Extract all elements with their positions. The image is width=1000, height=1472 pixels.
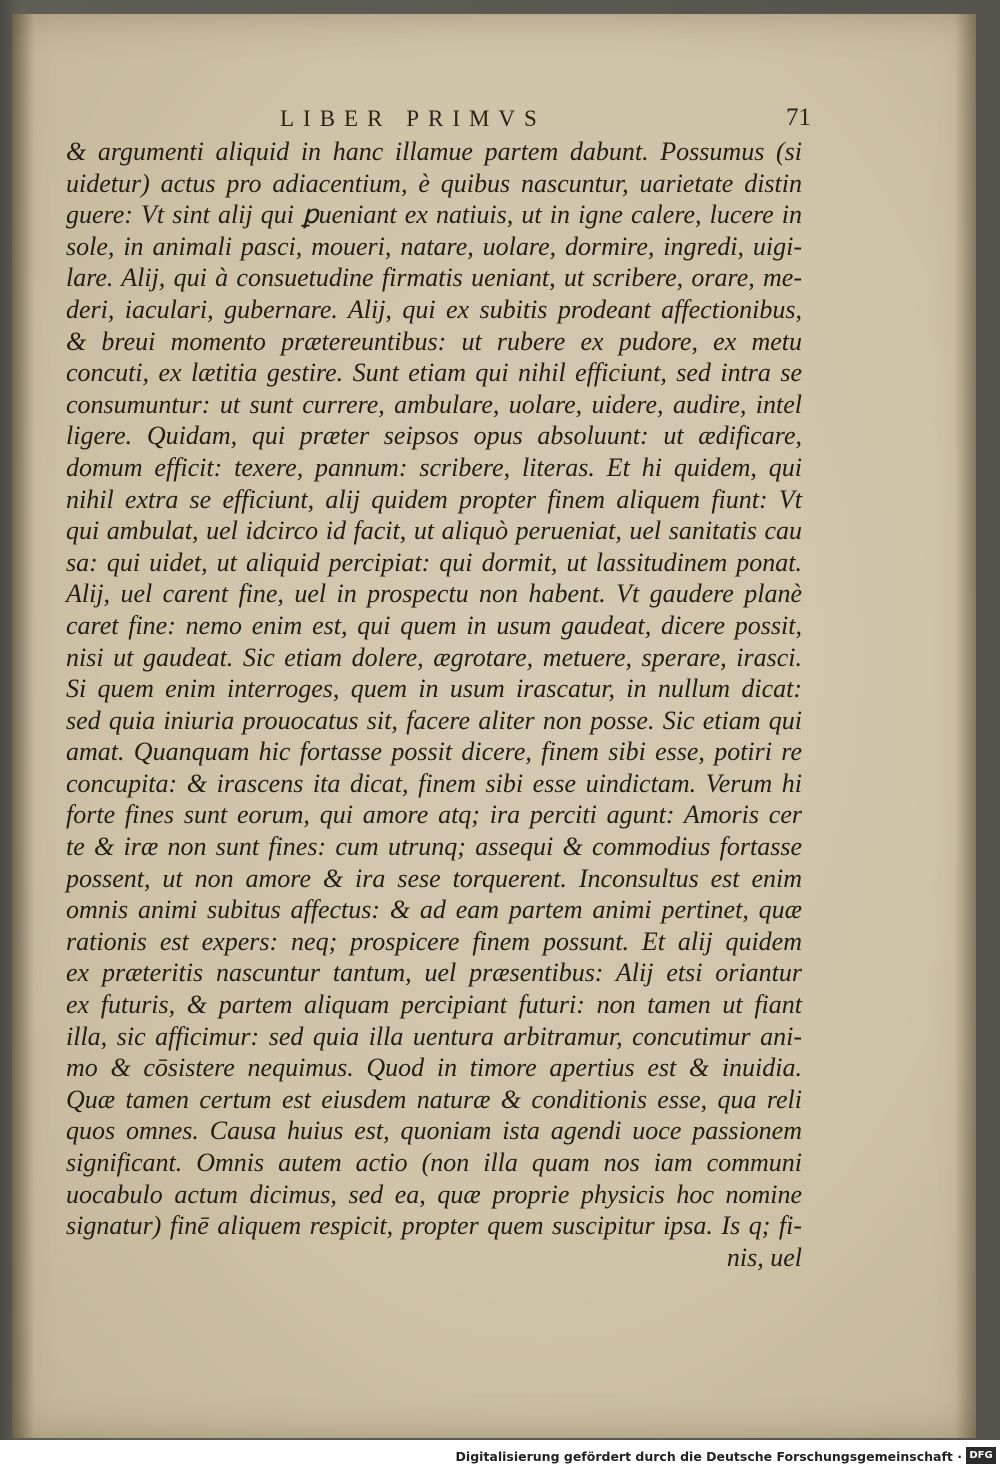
text-line: omnis animi subitus affectus: & ad eam partem animi pertinet, quæ bbox=[66, 895, 802, 925]
page-edge-shadow bbox=[955, 14, 976, 1438]
funding-credit: Digitalisierung gefördert durch die Deutsche Forschungsgemeinschaft · bbox=[455, 1449, 962, 1464]
text-line: sole, in animali pasci, moueri, natare, uolare, dormire, ingredi, uigi- bbox=[66, 231, 802, 261]
text-line: Alij, uel carent fine, uel in prospectu non habent. Vt gaudere planè bbox=[66, 579, 802, 609]
text-line: ex futuris, & partem aliquam percipiant futuri: non tamen ut fiant bbox=[66, 990, 802, 1020]
text-line: Quæ tamen certum est eiusdem naturæ & conditionis esse, qua reli bbox=[66, 1084, 802, 1114]
text-line: mo & cōsistere nequimus. Quod in timore apertius est & inuidia. bbox=[66, 1053, 802, 1083]
text-line: concupita: & irascens ita dicat, finem sibi esse uindictam. Verum hi bbox=[66, 768, 802, 798]
text-line: illa, sic afficimur: sed quia illa uentura arbitramur, concutimur ani- bbox=[66, 1021, 802, 1051]
text-line: nihil extra se efficiunt, alij quidem propter finem aliquem fiunt: Vt bbox=[66, 484, 802, 514]
text-line: lare. Alij, qui à consuetudine firmatis ueniant, ut scribere, orare, me- bbox=[66, 263, 802, 293]
text-line: amat. Quanquam hic fortasse possit dicere, finem sibi esse, potiri re bbox=[66, 737, 802, 767]
text-line: qui ambulat, uel idcirco id facit, ut aliquò perueniat, uel sanitatis cau bbox=[66, 516, 802, 546]
text-line: uidetur) actus pro adiacentium, è quibus nascuntur, uarietate distin bbox=[66, 168, 802, 198]
dfg-logo: DFG bbox=[966, 1447, 996, 1464]
text-line: nisi ut gaudeat. Sic etiam dolere, ægrotare, metuere, sperare, irasci. bbox=[66, 642, 802, 672]
text-line: signatur) finē aliquem respicit, propter quem suscipitur ipsa. Is q; fi- bbox=[66, 1211, 802, 1241]
text-line: ligere. Quidam, qui præter seipsos opus absoluunt: ut ædificare, bbox=[66, 421, 802, 451]
text-line: caret fine: nemo enim est, qui quem in usum gaudeat, dicere possit, bbox=[66, 610, 802, 640]
running-head: LIBER PRIMVS bbox=[280, 106, 546, 131]
text-line: rationis est expers: neq; prospicere finem possunt. Et alij quidem bbox=[66, 926, 802, 956]
body-text bbox=[66, 136, 802, 1273]
text-line: quos omnes. Causa huius est, quoniam ista agendi uoce passionem bbox=[66, 1116, 802, 1146]
text-line: Si quem enim interroges, quem in usum irascatur, in nullum dicat: bbox=[66, 674, 802, 704]
text-line: deri, iaculari, gubernare. Alij, qui ex subitis prodeant affectionibus, bbox=[66, 294, 802, 324]
text-line: ex præteritis nascuntur tantum, uel præsentibus: Alij etsi oriantur bbox=[66, 958, 802, 988]
text-line: significant. Omnis autem actio (non illa quam nos iam communi bbox=[66, 1148, 802, 1177]
text-line: & argumenti aliquid in hanc illamue partem dabunt. Possumus (si bbox=[66, 137, 802, 166]
text-line: uocabulo actum dicimus, sed ea, quæ proprie physicis hoc nomine bbox=[66, 1179, 802, 1209]
text-line: guere: Vt sint alij qui ꝑueniant ex natiuis, ut in igne calere, lucere in bbox=[66, 200, 802, 230]
text-line: & breui momento prætereuntibus: ut rubere ex pudore, ex metu bbox=[66, 326, 802, 356]
footer-bar bbox=[0, 1440, 1000, 1472]
text-line: nis, uel bbox=[726, 1242, 802, 1272]
text-line: forte fines sunt eorum, qui amore atq; ira perciti agunt: Amoris cer bbox=[66, 800, 802, 830]
text-line: consumuntur: ut sunt currere, ambulare, uolare, uidere, audire, intel bbox=[66, 389, 802, 419]
page-number: 71 bbox=[786, 104, 811, 131]
text-line: concuti, ex lætitia gestire. Sunt etiam qui nihil efficiunt, sed intra se bbox=[66, 358, 802, 388]
text-line: sa: qui uidet, ut aliquid percipiat: qui dormit, ut lassitudinem ponat. bbox=[66, 547, 802, 577]
page-gutter-shadow bbox=[12, 14, 34, 1438]
text-line: domum efficit: texere, pannum: scribere, literas. Et hi quidem, qui bbox=[66, 452, 802, 482]
text-line: sed quia iniuria prouocatus sit, facere aliter non posse. Sic etiam qui bbox=[66, 705, 802, 735]
text-line: possent, ut non amore & ira sese torquerent. Inconsultus est enim bbox=[66, 863, 802, 893]
text-line: te & iræ non sunt fines: cum utrunq; assequi & commodius fortasse bbox=[66, 832, 802, 862]
